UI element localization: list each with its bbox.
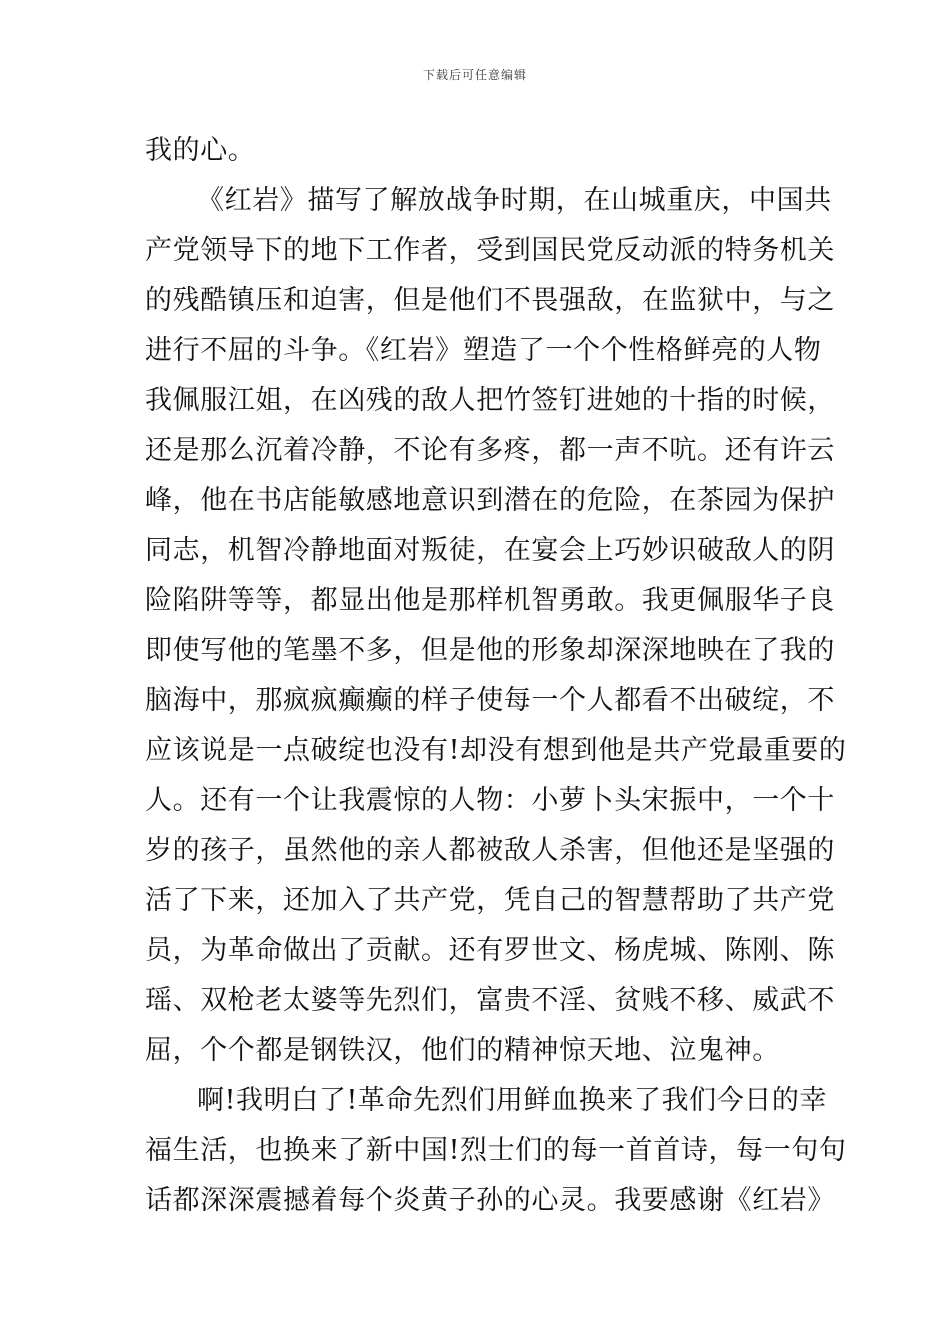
paragraph-start-line: 《红岩》描写了解放战争时期，在山城重庆，中国共 <box>197 185 832 216</box>
body-text <box>145 126 847 1226</box>
text-line: 即使写他的笔墨不多，但是他的形象却深深地映在了我的 <box>145 635 835 666</box>
text-line: 同志，机智冷静地面对叛徒，在宴会上巧妙识破敌人的阴 <box>145 535 835 566</box>
text-line: 险陷阱等等，都显出他是那样机智勇敢。我更佩服华子良 <box>145 585 835 616</box>
text-line: 屈，个个都是钢铁汉，他们的精神惊天地、泣鬼神。 <box>145 1035 780 1066</box>
text-line: 员，为革命做出了贡献。还有罗世文、杨虎城、陈刚、陈 <box>145 935 835 966</box>
text-line: 脑海中，那疯疯癫癫的样子使每一个人都看不出破绽，不 <box>145 685 835 716</box>
text-line: 人。还有一个让我震惊的人物：小萝卜头宋振中，一个十 <box>145 785 835 816</box>
text-line: 我佩服江姐，在凶残的敌人把竹签钉进她的十指的时候， <box>145 385 835 416</box>
text-line: 岁的孩子，虽然他的亲人都被敌人杀害，但他还是坚强的 <box>145 835 835 866</box>
text-line: 产党领导下的地下工作者，受到国民党反动派的特务机关 <box>145 235 835 266</box>
text-line: 瑶、双枪老太婆等先烈们，富贵不淫、贫贱不移、威武不 <box>145 985 835 1016</box>
text-line: 活了下来，还加入了共产党，凭自己的智慧帮助了共产党 <box>145 885 835 916</box>
text-line: 的残酷镇压和迫害，但是他们不畏强敌，在监狱中，与之 <box>145 285 835 316</box>
text-line: 应该说是一点破绽也没有!却没有想到他是共产党最重要的 <box>145 735 847 766</box>
text-line: 我的心。 <box>145 135 256 166</box>
text-line: 进行不屈的斗争。《红岩》塑造了一个个性格鲜亮的人物 <box>145 335 822 366</box>
text-line: 话都深深震撼着每个炎黄子孙的心灵。我要感谢《红岩》 <box>145 1185 835 1216</box>
text-line: 还是那么沉着冷静，不论有多疼，都一声不吭。还有许云 <box>145 435 835 466</box>
text-line: 福生活，也换来了新中国!烈士们的每一首首诗，每一句句 <box>145 1135 847 1166</box>
page-header: 下载后可任意编辑 <box>422 68 527 82</box>
text-line: 峰，他在书店能敏感地意识到潜在的危险，在茶园为保护 <box>145 485 835 516</box>
paragraph-start-line: 啊!我明白了!革命先烈们用鲜血换来了我们今日的幸 <box>197 1085 828 1116</box>
